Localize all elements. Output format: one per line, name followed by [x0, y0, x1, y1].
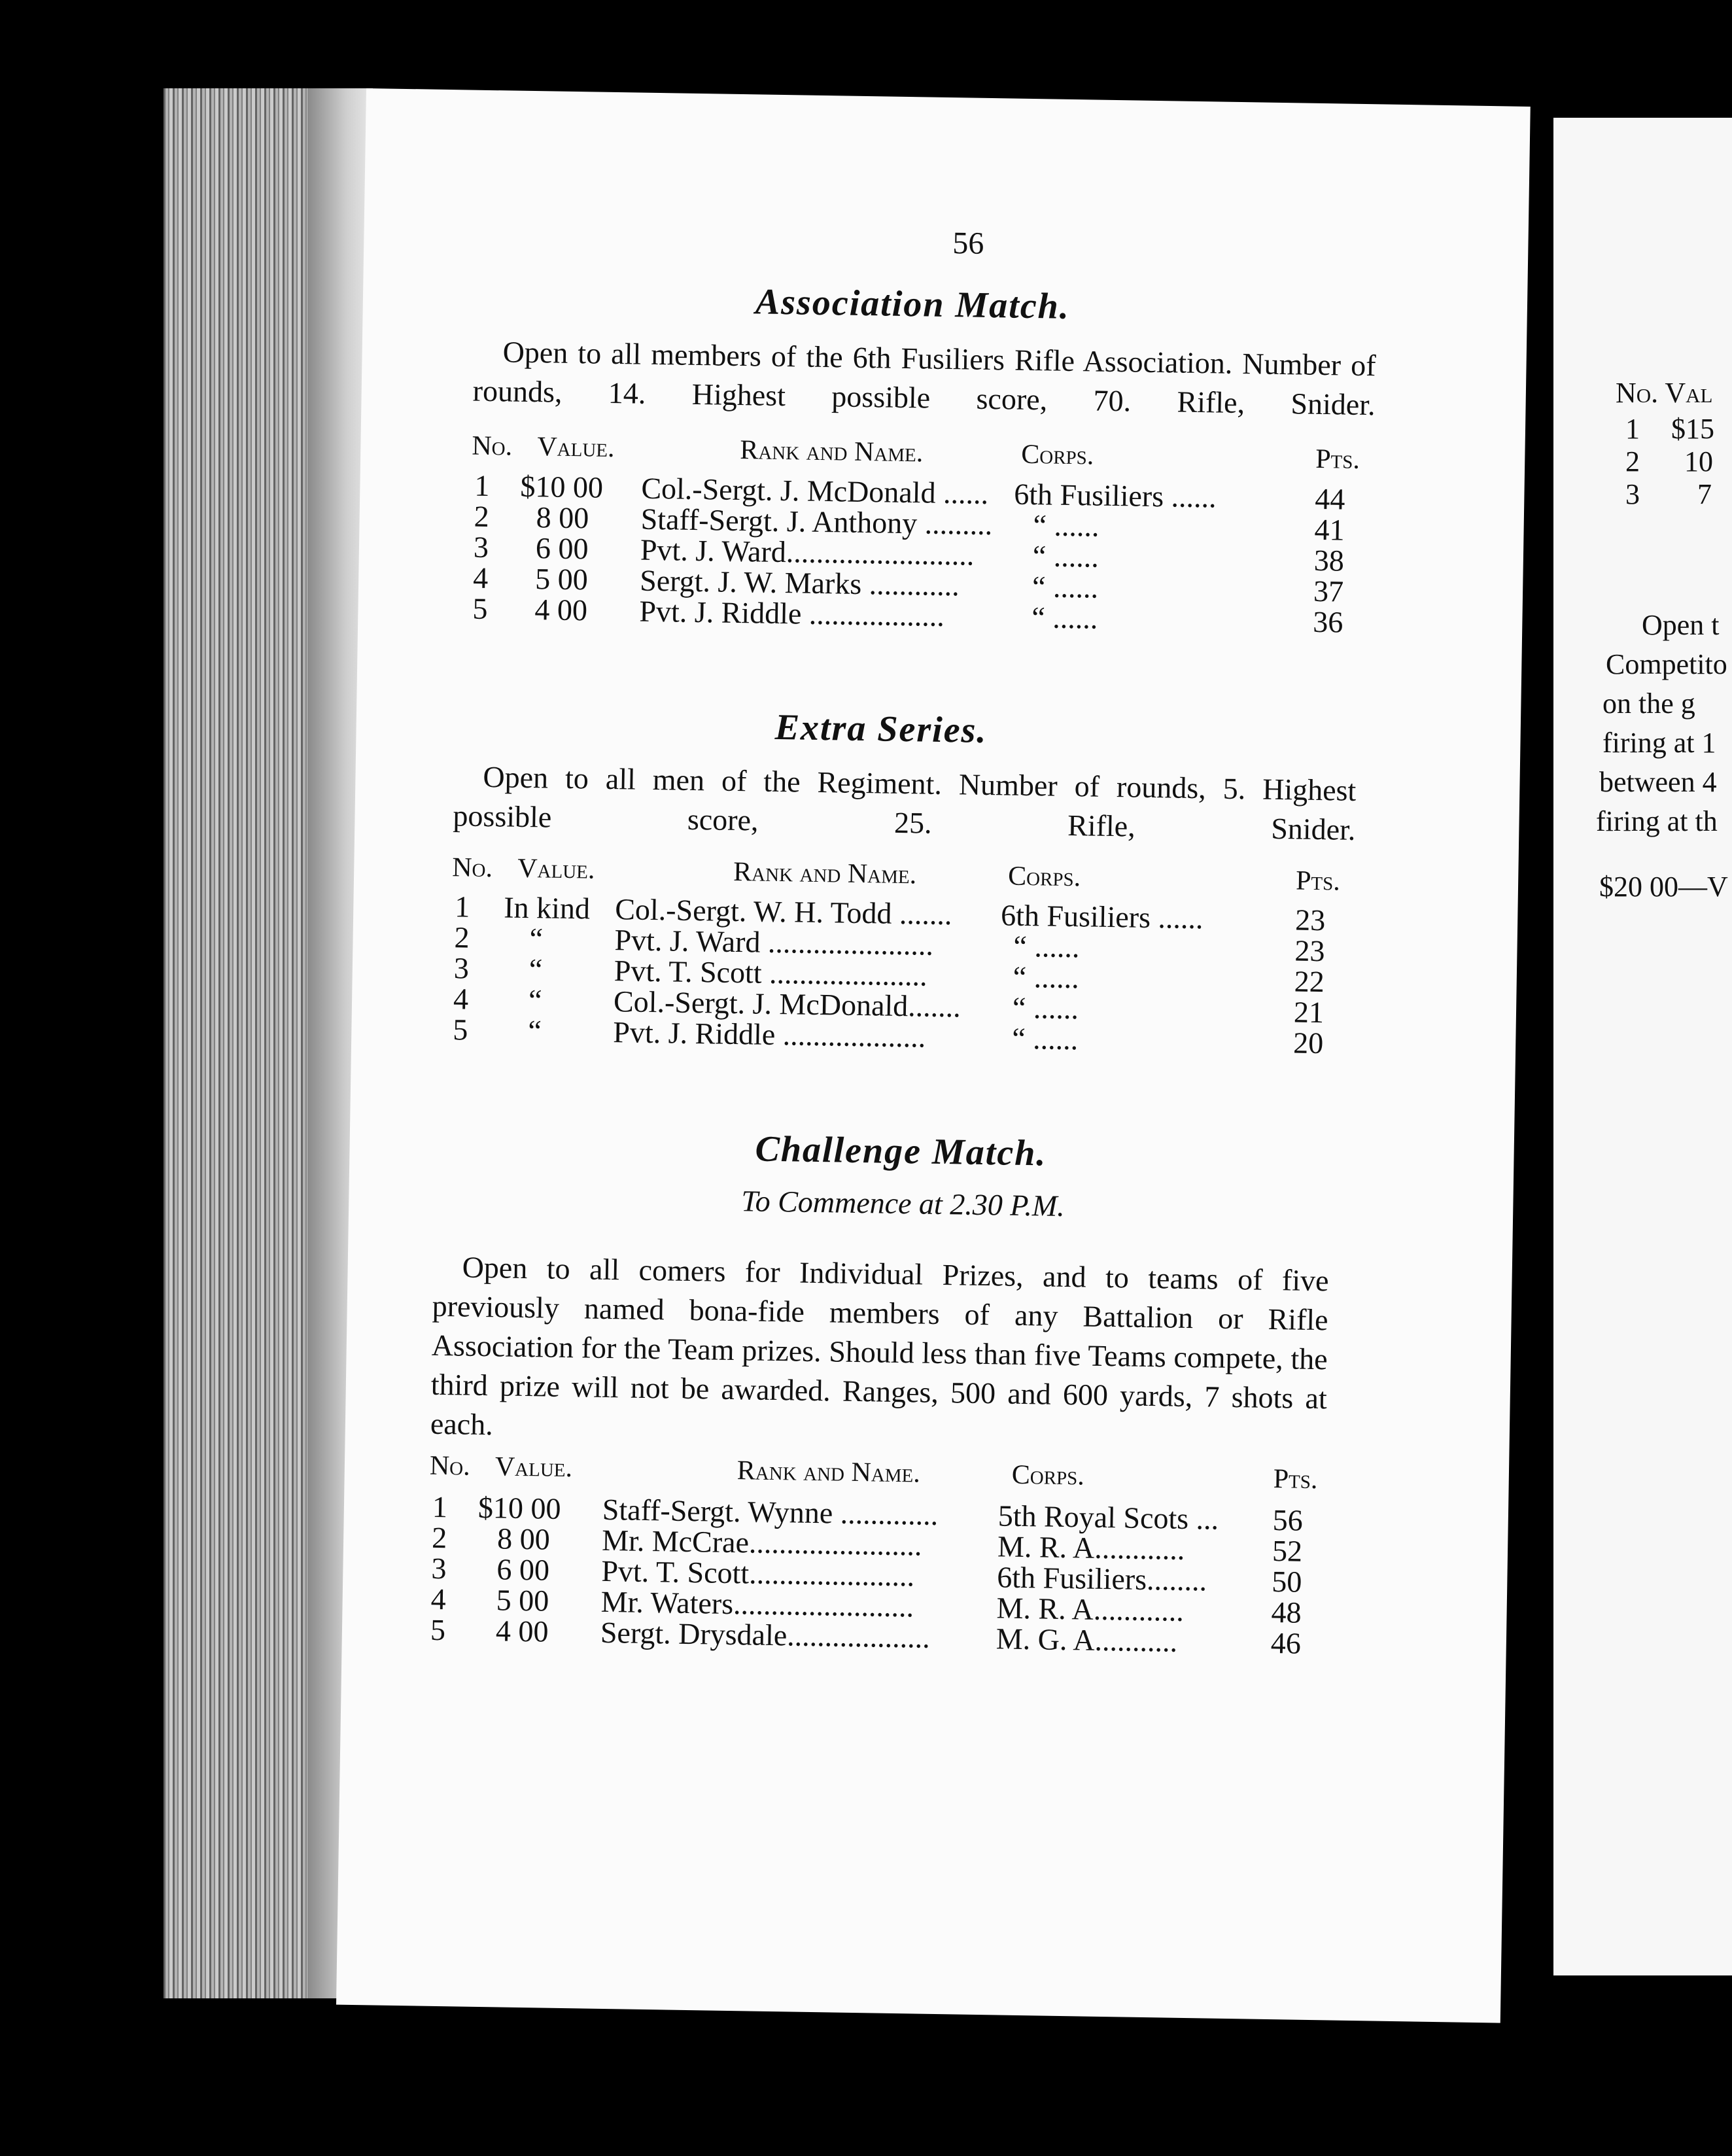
table-row-value: 5 00 [496, 1583, 549, 1618]
table-row-value: In kind [503, 890, 591, 926]
table-row-name: Staff-Sergt. J. Anthony ......... [640, 502, 993, 542]
table-row-name: Mr. McCrae....................... [601, 1523, 922, 1562]
table-row-no: 3 [453, 951, 470, 985]
col-header-value: Value. [494, 1452, 573, 1484]
table-row-value: 6 00 [496, 1552, 550, 1587]
table-row-name: Pvt. J. Riddle ................... [612, 1015, 926, 1054]
col-header-no: No. [472, 430, 513, 462]
table-row-corps: “ ...... [1013, 960, 1080, 995]
table-row-no: 2 [454, 920, 470, 954]
table-row-pts: 52 [1272, 1534, 1303, 1568]
adjacent-footer-text: $20 00—V [1599, 871, 1728, 903]
table-row-no: 1 [432, 1489, 448, 1524]
col-header-name: Rank and Name. [733, 856, 917, 890]
table-row-no: 2 [431, 1520, 447, 1555]
table-row-name: Pvt. T. Scott ..................... [614, 954, 927, 992]
table-row-name: Staff-Sergt. Wynne ............. [602, 1492, 939, 1531]
adjacent-text-line: Competito [1606, 648, 1727, 680]
table-row-pts: 56 [1272, 1503, 1304, 1537]
col-header-no: No. [451, 852, 493, 884]
table-row-corps: 5th Royal Scots ... [997, 1499, 1219, 1536]
table-row-corps: 6th Fusiliers ...... [1000, 898, 1204, 935]
table-row-name: Pvt. J. Riddle .................. [639, 594, 945, 633]
table-row-no: 1 [454, 890, 470, 924]
adjacent-row-no: 3 [1625, 478, 1640, 510]
table-row-value: 6 00 [535, 531, 589, 566]
table-row-corps: “ ...... [1032, 539, 1100, 574]
section-title-association-match: Association Match. [755, 281, 1071, 327]
table-row-name: Sergt. J. W. Marks ............ [639, 563, 960, 602]
section-title-challenge-match: Challenge Match. [755, 1128, 1047, 1174]
section-description-challenge: Open to all comers for Individual Prizes, and to teams of five previously named bona-fide members of any Battalion or Rifle Association for the Team prizes. Should less than five Teams compete, the third prize will not be awarded. Ranges, 500 and 600 yards, 7 shots at each. [430, 1250, 1329, 1442]
table-row-pts: 23 [1294, 903, 1326, 937]
section-description-association: Open to all members of the 6th Fusiliers Rifle Association. Number of rounds, 14. Highest possible score, 70. Rifle, Snider. [472, 335, 1376, 422]
col-header-name: Rank and Name. [740, 435, 924, 468]
table-row-value: $10 00 [477, 1490, 561, 1525]
table-row-corps: “ ...... [1033, 508, 1100, 543]
adjacent-col-header: No. Val [1616, 377, 1713, 409]
table-row-pts: 46 [1270, 1626, 1302, 1660]
adjacent-text-line: Open t [1642, 609, 1720, 641]
table-row-name: Col.-Sergt. J. McDonald ...... [641, 471, 989, 511]
table-row-no: 2 [474, 499, 490, 534]
table-row-pts: 21 [1293, 995, 1325, 1030]
table-row-corps: “ ...... [1011, 1021, 1079, 1056]
table-row-corps: M. G. A........... [996, 1622, 1178, 1658]
col-header-corps: Corps. [1007, 861, 1081, 893]
table-row-no: 5 [453, 1013, 468, 1047]
col-header-no: No. [429, 1450, 471, 1482]
table-row-pts: 37 [1313, 574, 1344, 608]
table-row-pts: 50 [1271, 1565, 1302, 1599]
adjacent-row-value: 10 [1684, 445, 1713, 478]
table-row-corps: M. R. A............ [996, 1591, 1185, 1627]
adjacent-text-line: firing at th [1596, 805, 1718, 837]
adjacent-text-line: between 4 [1599, 766, 1717, 798]
adjacent-page-57 [1553, 118, 1732, 1975]
table-row-name: Pvt. J. Ward......................... [640, 532, 975, 572]
table-row-value: “ [528, 983, 542, 1017]
table-row-corps: “ ...... [1012, 990, 1079, 1026]
table-row-pts: 36 [1312, 604, 1343, 639]
table-row-no: 4 [430, 1582, 447, 1616]
table-row-name: Pvt. T. Scott...................... [601, 1554, 915, 1593]
adjacent-text-line: on the g [1602, 687, 1695, 720]
adjacent-row-value: 7 [1697, 478, 1712, 510]
table-row-corps: “ ...... [1013, 929, 1080, 964]
table-row-pts: 48 [1271, 1595, 1302, 1629]
book-page-56 [336, 88, 1531, 2023]
table-row-no: 3 [431, 1551, 447, 1586]
table-row-name: Col.-Sergt. W. H. Todd ....... [614, 892, 952, 931]
table-row-value: 8 00 [536, 500, 589, 535]
table-row-no: 1 [474, 468, 490, 503]
table-row-no: 4 [472, 561, 489, 595]
table-row-corps: 6th Fusiliers........ [996, 1560, 1207, 1597]
table-row-name: Col.-Sergt. J. McDonald....... [613, 984, 961, 1024]
col-header-pts: Pts. [1273, 1464, 1318, 1495]
table-row-name: Mr. Waters........................ [600, 1584, 914, 1624]
table-row-value: 4 00 [495, 1614, 549, 1648]
table-row-pts: 41 [1314, 512, 1345, 547]
table-row-name: Pvt. J. Ward ...................... [614, 923, 934, 962]
table-row-pts: 38 [1313, 543, 1345, 578]
section-title-extra-series: Extra Series. [774, 706, 988, 752]
adjacent-row-no: 1 [1625, 413, 1640, 445]
col-header-pts: Pts. [1295, 865, 1341, 897]
table-row-pts: 22 [1294, 964, 1325, 999]
col-header-corps: Corps. [1011, 1459, 1085, 1491]
table-row-value: “ [528, 952, 543, 986]
table-row-pts: 23 [1294, 933, 1325, 968]
table-row-value: “ [529, 922, 544, 956]
table-row-corps: M. R. A............ [997, 1529, 1185, 1566]
col-header-corps: Corps. [1020, 439, 1094, 471]
table-row-value: 4 00 [534, 593, 588, 627]
table-row-corps: “ ...... [1031, 600, 1098, 635]
page-number: 56 [952, 226, 984, 261]
table-row-value: “ [528, 1014, 542, 1048]
table-row-corps: “ ...... [1031, 570, 1099, 604]
table-row-value: $10 00 [520, 469, 604, 504]
table-row-corps: 6th Fusiliers ...... [1013, 477, 1217, 514]
table-row-value: 5 00 [534, 562, 589, 597]
table-row-pts: 20 [1292, 1026, 1324, 1060]
section-description-extra-series: Open to all men of the Regiment. Number of rounds, 5. Highest possible score, 25. Rifle, Snider. [453, 759, 1357, 846]
adjacent-text-line: firing at 1 [1602, 727, 1716, 759]
table-row-no: 5 [430, 1612, 446, 1647]
adjacent-row-no: 2 [1625, 445, 1640, 478]
adjacent-row-value: $15 [1671, 413, 1714, 445]
table-row-value: 8 00 [496, 1521, 551, 1556]
section-subtitle-challenge: To Commence at 2.30 P.M. [740, 1184, 1065, 1223]
col-header-value: Value. [517, 853, 595, 885]
table-row-no: 5 [472, 591, 488, 626]
col-header-pts: Pts. [1315, 443, 1360, 475]
col-header-name: Rank and Name. [736, 1455, 921, 1489]
col-header-value: Value. [537, 432, 615, 464]
table-row-no: 3 [473, 530, 489, 565]
table-row-no: 4 [453, 982, 469, 1016]
table-row-name: Sergt. Drysdale................... [600, 1615, 931, 1654]
table-row-pts: 44 [1314, 481, 1345, 516]
